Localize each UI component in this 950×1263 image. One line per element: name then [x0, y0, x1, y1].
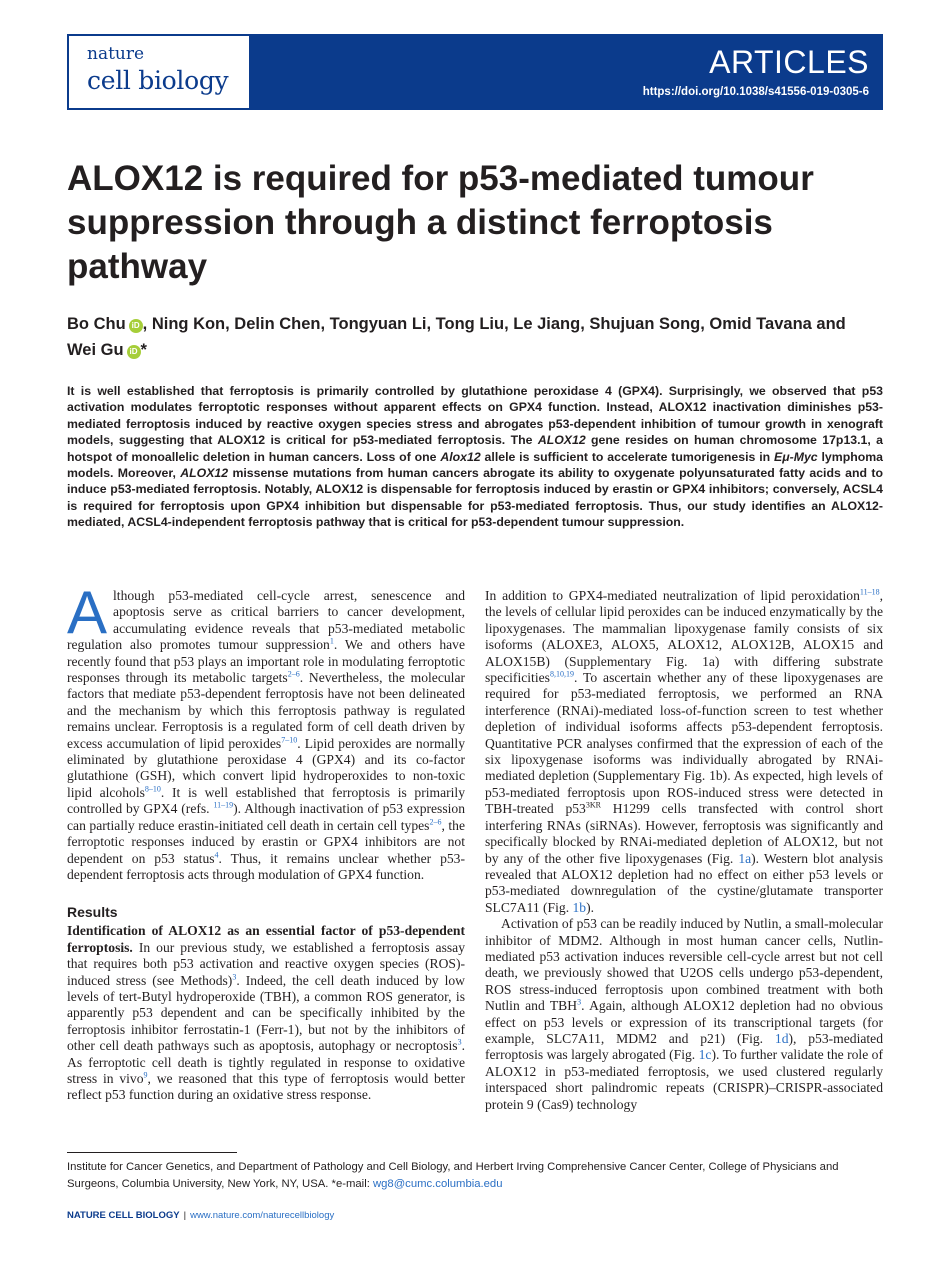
article-type: ARTICLES: [709, 44, 869, 80]
reference-link[interactable]: 3: [577, 997, 582, 1007]
reference-link[interactable]: 1: [329, 636, 334, 646]
footer-url-link[interactable]: www.nature.com/naturecellbiology: [190, 1210, 335, 1221]
body-column-right: [485, 588, 883, 1113]
reference-link[interactable]: 3: [232, 972, 237, 981]
gene-name: ALOX12: [537, 433, 586, 448]
affiliation: [67, 1159, 883, 1192]
reference-link[interactable]: 3: [457, 1037, 462, 1047]
results-paragraph: Identification of ALOX12 as an essential factor of p53-dependent ferroptosis. In our previous study, we established a ferroptosis assay that requires both p53 activation and reactive oxygen species (ROS)-induced stress (see Methods)$^3$. Indeed, the cell death induced by low levels of tert-Butyl hydroperoxide (TBH), a common ROS generator, is apparently p53 dependent and can be specifically inhibited by the ferroptosis inhibitor ferrostatin-1 (Ferr-1), but not by the inhibitors of other cell death pathways such as apoptosis, autophagy or necroptosis$^3$. As ferroptotic cell death is tightly regulated in response to oxidative stress in vivo$^9$, we reasoned that this type of ferroptosis would better reflect p53 function during an oxidative stress response.: [67, 923, 465, 1103]
drop-cap: A: [67, 579, 108, 646]
reference-link[interactable]: 9: [143, 1070, 148, 1080]
orcid-icon[interactable]: iD: [129, 319, 143, 333]
superscript: 3KR: [585, 800, 601, 810]
reference-link[interactable]: 2–6: [429, 817, 442, 827]
journal-name-line1: nature: [87, 44, 145, 64]
body-column-left: [67, 579, 466, 1104]
subsection-heading: Identification of ALOX12 as an essential factor of p53-dependent ferroptosis.: [67, 923, 465, 955]
reference-link[interactable]: 8–10: [144, 784, 161, 794]
doi-link[interactable]: https://doi.org/10.1038/s41556-019-0305-6: [642, 86, 869, 98]
abstract-text: lymphoma models. Moreover,: [67, 449, 883, 481]
email-link[interactable]: wg8@cumc.columbia.edu: [372, 1177, 503, 1190]
figure-link[interactable]: 1d: [774, 1030, 789, 1046]
author-first[interactable]: Bo Chu: [67, 315, 126, 333]
body-paragraph: In addition to GPX4-mediated neutralization of lipid peroxidation$^{11-18}$, the levels of cellular lipid peroxides can be induced enzymatically by the lipoxygenases. The mammalian lipoxygenase family consists of six isoforms (ALOXE3, ALOX5, ALOX12, ALOX12B, ALOX15 and ALOX15B) (Supplementary Fig. 1a) with differing substrate specificities$^{8,10,19}$. To ascertain whether any of these lipoxygenases are required for p53-mediated ferroptosis, we performed an RNA interference (RNAi)-mediated loss-of-function screen to test whether depletion of individual isoforms affects p53-dependent ferroptosis. Quantitative PCR analyses confirmed that the expression of each of the six lipoxygenase isoforms was individually abrogated by RNAi-mediated depletion (Supplementary Fig. 1b). As expected, high levels of p53-mediated ferroptosis upon ROS-induced stress were detected in TBH-treated $p53^{3KR}$ H1299 cells transfected with control short interfering RNAs (siRNAs). However, ferroptosis was significantly and specifically blocked by RNAi-mediated depletion of ALOX12, but not by any of the other five lipoxygenases (Fig. 1a). Western blot analysis revealed that ALOX12 depletion had no effect on either p53 levels or p53-mediated downregulation of the cystine/glutamate transporter SLC7A11 (Fig. 1b).: [485, 587, 883, 915]
footnote-divider: [67, 1152, 237, 1153]
intro-paragraph: Although p53-mediated cell-cycle arrest, senescence and apoptosis serve as critical barriers to cancer development, accumulating evidence reveals that p53-mediated metabolic regulation also promotes tumour suppression$^1$. We and others have recently found that p53 plays an important role in modulating ferroptotic responses through its metabolic targets$^{2-6}$. Nevertheless, the molecular factors that mediate p53-dependent ferroptosis have not been delineated and the mechanism by which this ferroptosis pathway is regulated remains unclear. Ferroptosis is a regulated form of cell death driven by excess accumulation of lipid peroxides$^{7-10}$. Lipid peroxides are normally eliminated by glutathione peroxidase 4 (GPX4) and its co-factor glutathione (GSH), which convert lipid hydroperoxides to non-toxic lipid alcohols$^{8-10}$. It is well established that ferroptosis is primarily controlled by GPX4 (refs. $^{11-19}$). Although inactivation of p53 expression can partially reduce erastin-initiated cell death in certain cell types$^{2-6}$, the ferroptotic responses induced by erastin or GPX4 inhibitors are not dependent on p53 status$^4$. Thus, it remains unclear whether p53-dependent ferroptosis acts through modulation of GPX4 function.: [67, 579, 466, 882]
corresponding-mark: *: [140, 341, 147, 359]
figure-link[interactable]: 1a: [738, 850, 752, 866]
abstract-text: gene resides on human chromosome 17p13.1, a hotspot of monoallelic deletion in human cancers. Loss of one: [67, 433, 884, 464]
reference-link[interactable]: 11–18: [859, 587, 880, 597]
body-paragraph: Activation of p53 can be readily induced by Nutlin, a small-molecular inhibitor of MDM2. Although in most human cancer cells, Nutlin-mediated p53 activation induces reversible cell-cycle arrest but not cell death, we previously showed that U2OS cells undergo p53-dependent, ROS stress-induced ferroptosis upon combined treatment with both Nutlin and TBH$^3$. Again, although ALOX12 depletion had no obvious effect on p53 levels or expression of its transcriptional targets (for example, SLC7A11, MDM2 and p21) (Fig. 1d), p53-mediated ferroptosis was largely abrogated (Fig. 1c). To further validate the role of ALOX12 in p53-mediated ferroptosis, we used clustered regularly interspaced short palindromic repeats (CRISPR)–CRISPR-associated protein 9 (Cas9) technology: [485, 916, 884, 1112]
reference-link[interactable]: 2–6: [287, 669, 300, 679]
page-footer: [67, 1209, 334, 1223]
footer-separator: |: [183, 1210, 187, 1221]
figure-link[interactable]: 1c: [698, 1047, 712, 1063]
article-type-banner: [251, 34, 883, 110]
abstract: [67, 383, 883, 531]
abstract-text: missense mutations from human cancers abrogate its ability to oxygenate polyunsaturated fatty acids and to induce p53-mediated ferroptosis. Notably, ALOX12 is dispensable for ferroptosis induced by erastin or GPX4 inhibitors; conversely, ACSL4 is required for ferroptosis upon GPX4 inhibition but dispensable for p53-mediated ferroptosis. Thus, our study identifies an ALOX12-mediated, ACSL4-independent ferroptosis pathway that is critical for p53-dependent tumour suppression.: [67, 466, 883, 530]
footer-journal: NATURE CELL BIOLOGY: [67, 1210, 180, 1221]
affiliation-text: Institute for Cancer Genetics, and Department of Pathology and Cell Biology, and Herbert Irving Comprehensive Cancer Center, College of Physicians and Surgeons, Columbia University, New York, NY, USA. *e-mail:: [67, 1161, 839, 1190]
figure-link[interactable]: 1b: [572, 899, 587, 915]
reference-link[interactable]: 4: [214, 849, 219, 859]
gene-name: ALOX12: [180, 466, 229, 481]
abstract-text: It is well established that ferroptosis is primarily controlled by glutathione peroxidase 4 (GPX4). Surprisingly, we observed that p53 activation modulates ferroptotic responses without apparent effects on GPX4 function. Instead, ALOX12 inactivation diminishes p53-mediated ferroptosis induced by reactive oxygen species stress and abrogates p53-dependent inhibition of tumour growth in xenograft models, suggesting that ALOX12 is critical for p53-mediated ferroptosis. The: [67, 384, 883, 448]
reference-link[interactable]: 7–10: [281, 735, 298, 745]
reference-link[interactable]: 8,10,19: [549, 669, 574, 679]
article-title: ALOX12 is required for p53-mediated tumour suppression through a distinct ferroptosis pathway: [67, 159, 814, 286]
journal-logo: [67, 34, 251, 110]
author-rest: , Ning Kon, Delin Chen, Tongyuan Li, Tong Liu, Le Jiang, Shujuan Song, Omid Tavana and Wei Gu: [67, 315, 846, 359]
results-heading: Results: [67, 904, 118, 921]
orcid-icon[interactable]: iD: [127, 345, 141, 359]
journal-name-line2: cell biology: [87, 66, 229, 95]
abstract-text: allele is sufficient to accelerate tumorigenesis in: [480, 449, 774, 464]
reference-link[interactable]: 11–19: [213, 800, 234, 810]
author-list: [67, 311, 867, 363]
model-name: Eμ-Myc: [774, 449, 818, 464]
gene-name: Alox12: [440, 449, 481, 464]
